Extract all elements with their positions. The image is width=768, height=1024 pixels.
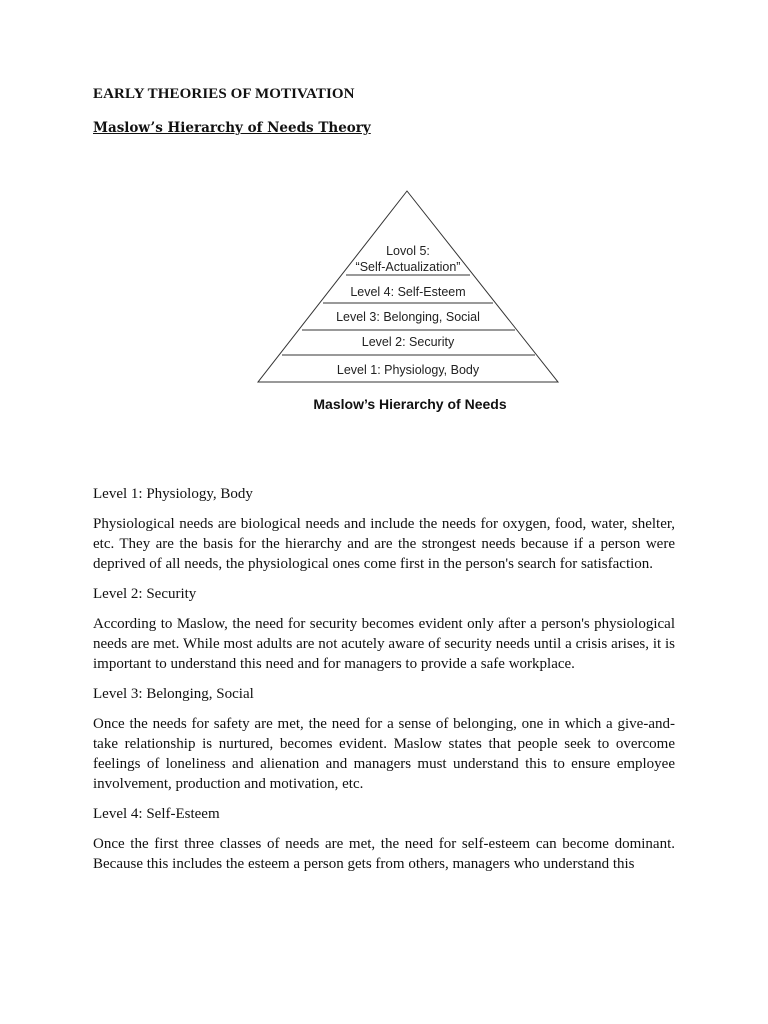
maslow-pyramid-figure [240,185,580,425]
pyramid-level5-line2: “Self-Actualization” [355,260,461,274]
level-3-heading: Level 3: Belonging, Social [93,686,254,702]
level-2-paragraph: According to Maslow, the need for security becomes evident only after a person's physiological needs are met. While most adults are not acutely aware of security needs until a crisis arises, it is important to understand this need and for managers to provide a safe workplace. [93,616,675,672]
figure-caption: Maslow’s Hierarchy of Needs [313,396,507,412]
level-2-heading: Level 2: Security [93,586,197,602]
pyramid-diagram [240,185,580,425]
page-title: EARLY THEORIES OF MOTIVATION [93,86,355,102]
pyramid-level3: Level 3: Belonging, Social [336,310,480,324]
pyramid-level4: Level 4: Self-Esteem [350,285,466,299]
level-3-paragraph: Once the needs for safety are met, the need for a sense of belonging, one in which a give-and-take relationship is nurtured, becomes evident. Maslow states that people seek to overcome feelings of loneliness and alienation and managers must understand this to ensure employee involvement, production and motivation, etc. [93,716,675,792]
pyramid-level1: Level 1: Physiology, Body [336,363,480,377]
level-4-paragraph: Once the first three classes of needs are met, the need for self-esteem can become dominant. Because this includes the esteem a person gets from others, managers who understand this [93,836,675,872]
pyramid-level2: Level 2: Security [361,335,455,349]
pyramid-level5-line1: Lovol 5: [386,244,430,258]
level-4-heading: Level 4: Self-Esteem [93,806,220,822]
level-1-paragraph: Physiological needs are biological needs and include the needs for oxygen, food, water, shelter, etc. They are the basis for the hierarchy and are the strongest needs because if a person were deprived of all needs, the physiological ones come first in the person's search for satisfaction. [93,516,675,572]
section-subtitle: Maslow’s Hierarchy of Needs Theory [93,120,371,136]
body-content [93,484,675,884]
level-1-heading: Level 1: Physiology, Body [93,486,253,502]
